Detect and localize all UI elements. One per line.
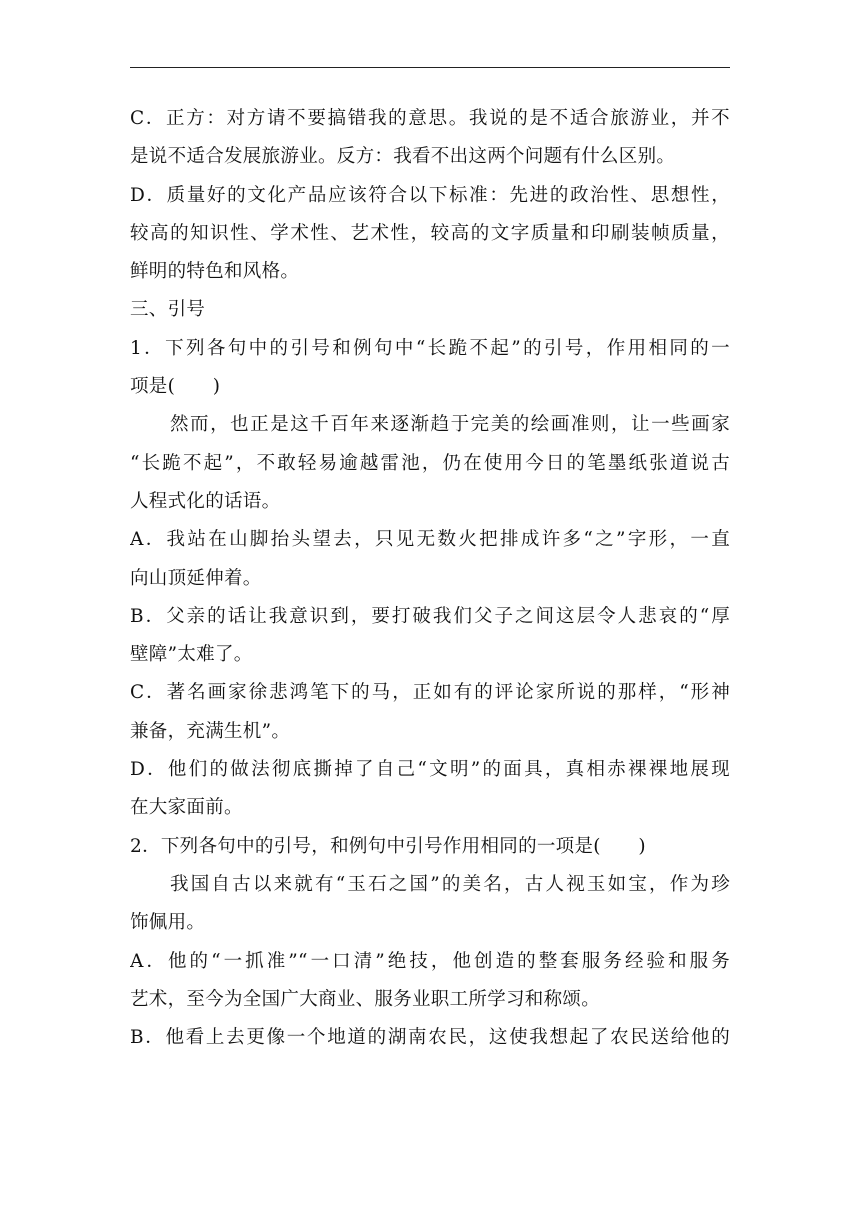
question-2-stem: 2．下列各句中的引号，和例句中引号作用相同的一项是( ) bbox=[130, 835, 646, 857]
question-1-stem: 项是( ) bbox=[130, 376, 221, 398]
text-line: C．正方：对方请不要搞错我的意思。我说的是不适合旅游业，并不 bbox=[130, 108, 730, 129]
text-line: D．质量好的文化产品应该符合以下标准：先进的政治性、思想性， bbox=[130, 184, 730, 206]
option-a: A．我站在山脚抬头望去，只见无数火把排成许多“之”字形，一直 bbox=[130, 529, 730, 551]
question-1-example: 人程式化的话语。 bbox=[130, 490, 281, 512]
header-rule bbox=[130, 67, 730, 68]
option-d: 在大家面前。 bbox=[130, 797, 243, 819]
document-body bbox=[130, 100, 730, 1057]
option-b: B．父亲的话让我意识到，要打破我们父子之间这层令人悲哀的“厚 bbox=[130, 605, 730, 627]
option-a: A．他的“一抓准”“一口清”绝技，他创造的整套服务经验和服务 bbox=[130, 950, 730, 972]
text-line: 鲜明的特色和风格。 bbox=[130, 261, 300, 283]
text-line: 是说不适合发展旅游业。反方：我看不出这两个问题有什么区别。 bbox=[130, 146, 676, 168]
option-c: 兼备，充满生机”。 bbox=[130, 720, 291, 742]
text-line: 较高的知识性、学术性、艺术性，较高的文字质量和印刷装帧质量， bbox=[130, 222, 730, 244]
question-1-example: “长跪不起”，不敢轻易逾越雷池，仍在使用今日的笔墨纸张道说古 bbox=[130, 452, 730, 474]
question-2-example: 饰佩用。 bbox=[130, 912, 206, 934]
option-b: B．他看上去更像一个地道的湖南农民，这使我想起了农民送给他的 bbox=[130, 1027, 730, 1049]
option-d: D．他们的做法彻底撕掉了自己“文明”的面具，真相赤裸裸地展现 bbox=[130, 759, 730, 781]
question-2-example: 我国自古以来就有“玉石之国”的美名，古人视玉如宝，作为珍 bbox=[170, 873, 730, 895]
question-1-example: 然而，也正是这千百年来逐渐趋于完美的绘画准则，让一些画家 bbox=[170, 414, 730, 436]
option-a: 艺术，至今为全国广大商业、服务业职工所学习和称颂。 bbox=[130, 988, 601, 1010]
option-c: C．著名画家徐悲鸿笔下的马，正如有的评论家所说的那样，“形神 bbox=[130, 682, 730, 704]
section-heading: 三、引号 bbox=[130, 299, 206, 321]
question-1-stem: 1．下列各句中的引号和例句中“长跪不起”的引号，作用相同的一 bbox=[130, 337, 730, 359]
option-a: 向山顶延伸着。 bbox=[130, 567, 262, 589]
option-b: 壁障”太难了。 bbox=[130, 644, 253, 666]
